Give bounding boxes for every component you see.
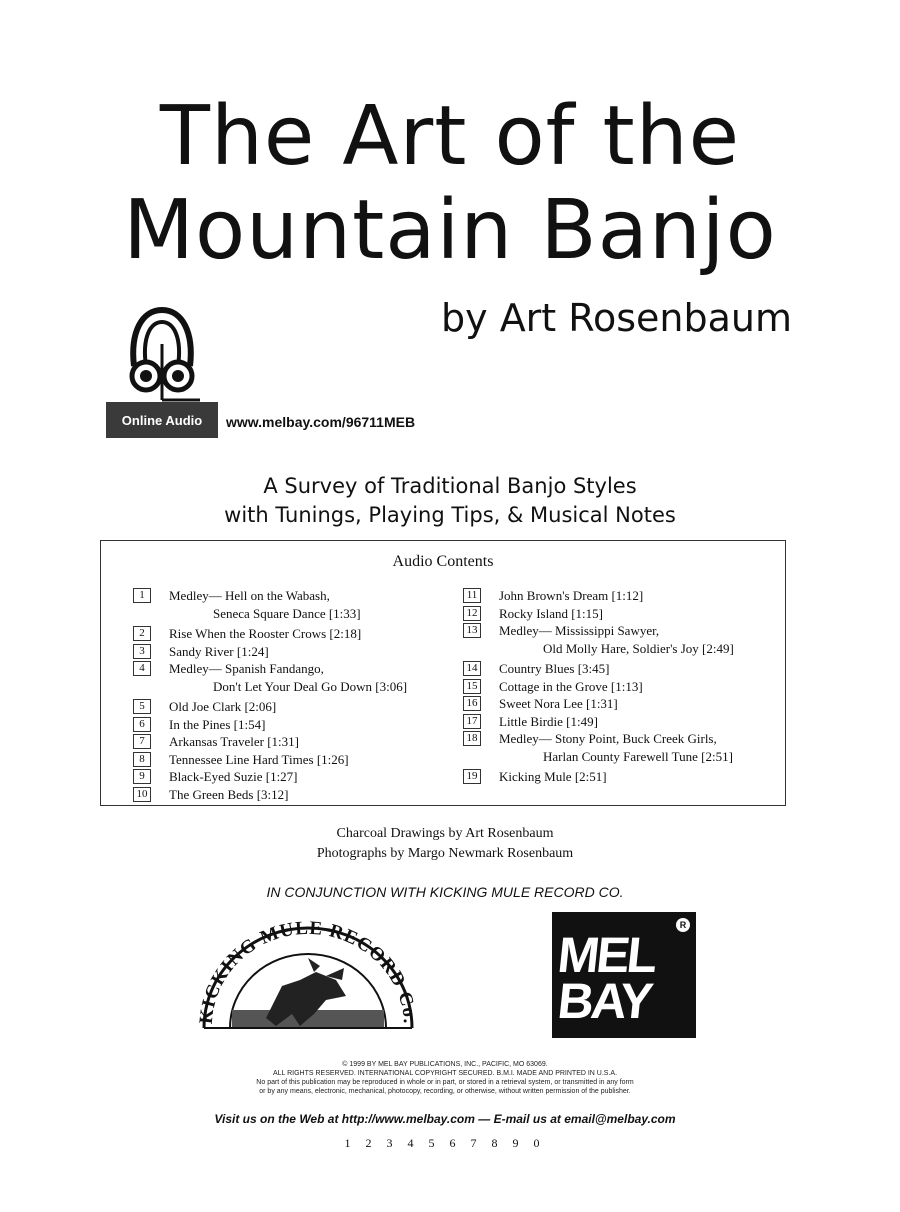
track-number: 9 [133,769,151,784]
track-number: 2 [133,626,151,641]
title-line-1: The Art of the [159,89,741,184]
track-number: 8 [133,752,151,767]
conjunction-note: IN CONJUNCTION WITH KICKING MULE RECORD CO. [266,884,624,900]
track-item[interactable] [133,643,443,661]
copyright-line-4: or by any means, electronic, mechanical, photocopy, recording, or otherwise, without written permission of the publisher. [259,1088,631,1095]
track-item[interactable] [133,587,443,605]
author-byline: by Art Rosenbaum [441,296,792,340]
track-number: 11 [463,588,481,603]
kicking-mule-logo [196,914,420,1036]
track-item[interactable] [463,713,773,731]
copyright-line-1: © 1999 BY MEL BAY PUBLICATIONS, INC., PACIFIC, MO 63069. [342,1061,548,1068]
track-title: Rise When the Rooster Crows [2:18] [169,626,362,641]
audio-contents-heading: Audio Contents [392,553,494,570]
track-number: 12 [463,606,481,621]
track-title: Medley— Spanish Fandango, [169,661,324,676]
track-title: Tennessee Line Hard Times [1:26] [169,751,349,767]
photos-credit: Photographs by Margo Newmark Rosenbaum [316,846,574,861]
track-title: Black-Eyed Suzie [1:27] [169,769,298,784]
track-list-left [133,587,443,803]
track-number: 14 [463,661,481,676]
web-contact-line[interactable]: Visit us on the Web at http://www.melbay.com — E-mail us at email@melbay.com [214,1112,676,1126]
track-item[interactable] [133,751,443,769]
track-item[interactable] [463,587,773,605]
copyright-line-2: ALL RIGHTS RESERVED. INTERNATIONAL COPYRIGHT SECURED. B.M.I. MADE AND PRINTED IN U.S.A. [272,1070,618,1077]
track-number: 10 [133,787,151,802]
track-title: Medley— Stony Point, Buck Creek Girls, [499,731,717,746]
audio-url-link[interactable]: www.melbay.com/96711MEB [226,414,416,430]
track-item[interactable] [463,678,773,696]
track-title: Little Birdie [1:49] [499,713,598,729]
online-audio-label: Online Audio [106,402,218,438]
subtitle-line-2: with Tunings, Playing Tips, & Musical Notes [224,503,676,527]
track-title: John Brown's Dream [1:12] [499,588,644,603]
track-title: Kicking Mule [2:51] [499,769,607,784]
track-item[interactable] [463,660,773,678]
track-title: Medley— Hell on the Wabash, [169,588,330,603]
track-title-continued: Don't Let Your Deal Go Down [3:06] [213,678,408,694]
track-list-right [463,587,773,786]
track-number: 3 [133,644,151,659]
online-audio-badge[interactable] [106,300,218,438]
track-item[interactable] [133,625,443,643]
track-title: The Green Beds [3:12] [169,786,289,802]
track-title: Rocky Island [1:15] [499,605,603,621]
track-title: Cottage in the Grove [1:13] [499,678,643,694]
track-item[interactable] [463,768,773,786]
registered-mark: R [676,918,690,932]
track-title-continued: Old Molly Hare, Soldier's Joy [2:49] [543,640,734,656]
track-item[interactable] [133,716,443,734]
track-item[interactable] [133,768,443,786]
track-number: 1 [133,588,151,603]
track-title: Medley— Mississippi Sawyer, [499,623,660,638]
track-title: Sandy River [1:24] [169,643,269,659]
headphones-icon [124,304,200,404]
printer-key-line: 1 2 3 4 5 6 7 8 9 0 [344,1136,546,1150]
track-title: Old Joe Clark [2:06] [169,699,277,714]
copyright-line-3: No part of this publication may be reproduced in whole or in part, or stored in a retrieval system, or transmitted in any form [256,1079,634,1086]
track-title: Arkansas Traveler [1:31] [169,734,299,749]
track-number: 5 [133,699,151,714]
track-title: Sweet Nora Lee [1:31] [499,696,618,711]
track-number: 7 [133,734,151,749]
audio-contents-box [100,540,786,806]
track-title: In the Pines [1:54] [169,716,266,732]
track-number: 17 [463,714,481,729]
track-item[interactable] [463,695,773,713]
track-item[interactable] [133,786,443,804]
track-number: 19 [463,769,481,784]
track-title-continued: Seneca Square Dance [1:33] [213,605,361,621]
mel-bay-logo [552,912,696,1038]
track-item[interactable] [133,733,443,751]
subtitle-line-1: A Survey of Traditional Banjo Styles [263,474,637,498]
track-title-continued: Harlan County Farewell Tune [2:51] [543,748,733,764]
drawings-credit: Charcoal Drawings by Art Rosenbaum [336,826,554,841]
track-number: 16 [463,696,481,711]
track-number: 15 [463,679,481,694]
track-item[interactable] [463,622,773,640]
mel-bay-logo-line-2: BAY [555,973,653,1029]
track-title: Country Blues [3:45] [499,661,610,676]
kicking-mule-logo-text: KICKING MULE RECORD Co. [196,917,420,1025]
track-number: 13 [463,623,481,638]
track-item[interactable] [463,605,773,623]
track-item[interactable] [463,730,773,748]
mel-bay-logo-line-1: MEL [555,927,658,983]
track-number: 18 [463,731,481,746]
title-line-2: Mountain Banjo [123,183,777,278]
track-item[interactable] [133,698,443,716]
track-number: 6 [133,717,151,732]
track-number: 4 [133,661,151,676]
track-item[interactable] [133,660,443,678]
